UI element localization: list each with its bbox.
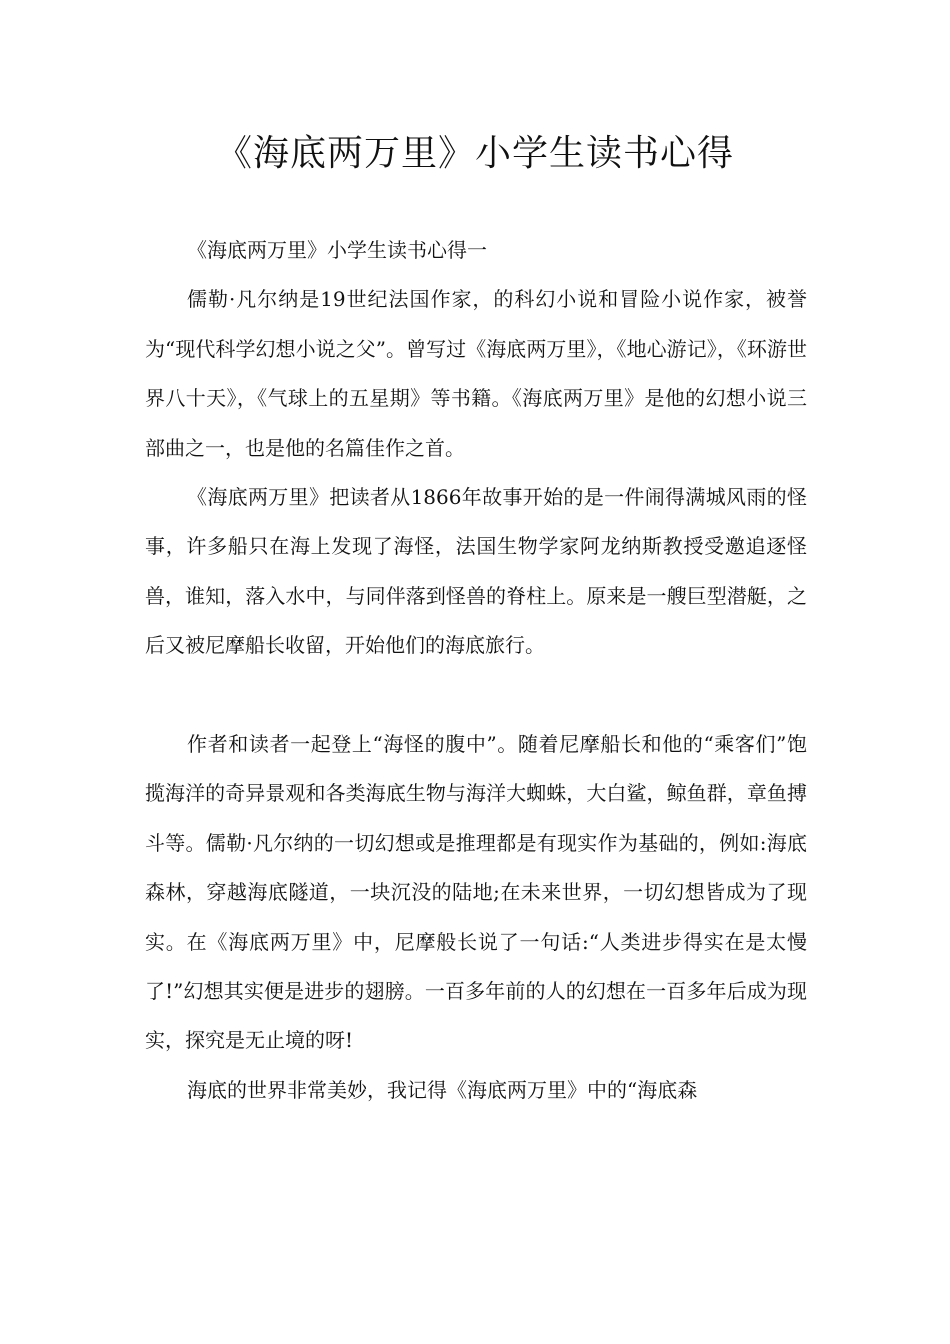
paragraph-3: 作者和读者一起登上“海怪的腹中”。随着尼摩船长和他的“乘客们”饱揽海洋的奇异景观和各类海底生物与海洋大蜘蛛，大白鲨，鲸鱼群，章鱼搏斗等。儒勒·凡尔纳的一切幻想或是推理都是有现实作为基础的，例如:海底森林，穿越海底隧道，一块沉没的陆地;在未来世界，一切幻想皆成为了现实。在《海底两万里》中，尼摩般长说了一句话:“人类进步得实在是太慢了!”幻想其实便是进步的翅膀。一百多年前的人的幻想在一百多年后成为现实，探究是无止境的呀! <box>145 732 807 1053</box>
document-title: 《海底两万里》小学生读书心得 <box>215 133 734 174</box>
paragraph-2: 《海底两万里》把读者从1866年故事开始的是一件闹得满城风雨的怪事，许多船只在海上发现了海怪，法国生物学家阿龙纳斯教授受邀追逐怪兽，谁知，落入水中，与同伴落到怪兽的脊柱上。原来是一艘巨型潜艇，之后又被尼摩船长收留，开始他们的海底旅行。 <box>145 485 807 658</box>
section-heading: 《海底两万里》小学生读书心得一 <box>187 238 487 262</box>
paragraph-4: 海底的世界非常美妙，我记得《海底两万里》中的“海底森 <box>187 1077 698 1102</box>
paragraph-1: 儒勒·凡尔纳是19世纪法国作家，的科幻小说和冒险小说作家，被誉为“现代科学幻想小说之父”。曾写过《海底两万里》，《地心游记》，《环游世界八十天》，《气球上的五星期》等书籍。《海底两万里》是他的幻想小说三部曲之一，也是他的名篇佳作之首。 <box>145 287 807 460</box>
document-body <box>145 226 807 1115</box>
paragraph-spacer <box>145 671 807 720</box>
